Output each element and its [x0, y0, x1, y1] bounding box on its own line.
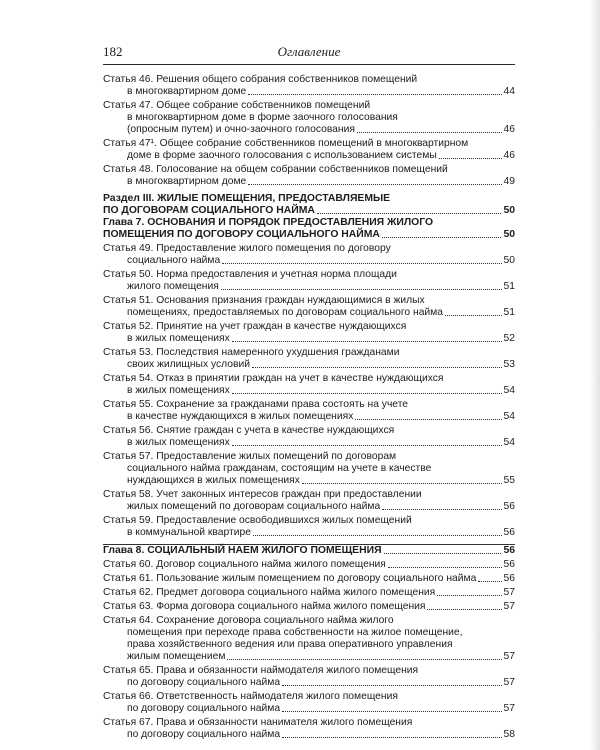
entry-text: жилого помещения: [127, 281, 219, 292]
entry-text: ПОМЕЩЕНИЯ ПО ДОГОВОРУ СОЦИАЛЬНОГО НАЙМА: [103, 229, 380, 240]
entry-text: доме в форме заочного голосования с использованием системы: [127, 150, 437, 161]
toc-article-entry[interactable]: [103, 295, 515, 319]
entry-page-number: 50: [503, 255, 515, 266]
entry-page-number: 54: [503, 411, 515, 422]
entry-text: жилым помещением: [127, 651, 226, 662]
entry-text: Статья 54. Отказ в принятии граждан на учет в качестве нуждающихся: [103, 373, 444, 384]
entry-text: в жилых помещениях: [127, 333, 230, 344]
table-of-contents: [103, 72, 515, 741]
entry-page-number: 44: [503, 86, 515, 97]
entry-page-number: 56: [503, 559, 515, 570]
toc-article-entry[interactable]: [103, 373, 515, 397]
dot-leader: [439, 158, 502, 159]
dot-leader: [222, 263, 501, 264]
entry-page-number: 56: [503, 527, 515, 538]
toc-article-entry[interactable]: [103, 100, 515, 136]
entry-page-number: 49: [503, 176, 515, 187]
entry-text: в качестве нуждающихся в жилых помещениях: [127, 411, 354, 422]
toc-article-entry[interactable]: [103, 717, 515, 741]
entry-page-number: 50: [503, 205, 515, 216]
entry-page-number: 50: [503, 229, 515, 240]
entry-text: Статья 60. Договор социального найма жилого помещения: [103, 559, 386, 570]
entry-text: Статья 48. Голосование на общем собрании собственников помещений: [103, 164, 448, 175]
toc-article-entry[interactable]: [103, 74, 515, 98]
entry-text: Статья 67. Права и обязанности нанимателя жилого помещения: [103, 717, 413, 728]
dot-leader: [445, 315, 502, 316]
dot-leader: [388, 567, 502, 568]
entry-text: Статья 52. Принятие на учет граждан в качестве нуждающихся: [103, 321, 407, 332]
entry-text: Статья 47. Общее собрание собственников помещений: [103, 100, 371, 111]
toc-article-entry[interactable]: [103, 425, 515, 449]
toc-article-entry[interactable]: [103, 691, 515, 715]
entry-text: Глава 7. ОСНОВАНИЯ И ПОРЯДОК ПРЕДОСТАВЛЕНИЯ ЖИЛОГО: [103, 217, 434, 228]
toc-article-entry[interactable]: [103, 601, 515, 613]
toc-article-entry[interactable]: [103, 515, 515, 539]
entry-text: помещениях, предоставляемых по договорам социального найма: [127, 307, 443, 318]
toc-article-entry[interactable]: [103, 559, 515, 571]
toc-chapter-entry[interactable]: [103, 217, 515, 241]
dot-leader: [282, 685, 501, 686]
entry-text: Статья 65. Права и обязанности наймодателя жилого помещения: [103, 665, 419, 676]
entry-text: Статья 49. Предоставление жилого помещения по договору: [103, 243, 391, 254]
toc-article-entry[interactable]: [103, 665, 515, 689]
entry-text: Статья 59. Предоставление освободившихся жилых помещений: [103, 515, 412, 526]
toc-article-entry[interactable]: [103, 573, 515, 585]
entry-page-number: 53: [503, 359, 515, 370]
running-title: Оглавление: [277, 44, 341, 59]
dot-leader: [232, 445, 502, 446]
entry-page-number: 51: [503, 307, 515, 318]
toc-article-entry[interactable]: [103, 243, 515, 267]
toc-article-entry[interactable]: [103, 138, 515, 162]
entry-text: Статья 61. Пользование жилым помещением по договору социального найма: [103, 573, 477, 584]
entry-text: социального найма: [127, 255, 221, 266]
entry-text: жилых помещений по договорам социального найма: [127, 501, 381, 512]
entry-text: Статья 66. Ответственность наймодателя жилого помещения: [103, 691, 398, 702]
dot-leader: [232, 393, 502, 394]
dot-leader: [357, 132, 502, 133]
entry-text: по договору социального найма: [127, 729, 281, 740]
entry-page-number: 57: [503, 651, 515, 662]
entry-page-number: 56: [503, 501, 515, 512]
entry-text: своих жилищных условий: [127, 359, 250, 370]
toc-article-entry[interactable]: [103, 615, 515, 663]
toc-article-entry[interactable]: [103, 347, 515, 371]
toc-section-entry[interactable]: [103, 193, 515, 217]
entry-text: Статья 56. Снятие граждан с учета в качестве нуждающихся: [103, 425, 395, 436]
entry-text: Статья 55. Сохранение за гражданами права состоять на учете: [103, 399, 409, 410]
dot-leader: [282, 711, 501, 712]
dot-leader: [478, 581, 501, 582]
entry-text: Статья 58. Учет законных интересов граждан при предоставлении: [103, 489, 422, 500]
entry-page-number: 54: [503, 385, 515, 396]
dot-leader: [282, 737, 501, 738]
entry-page-number: 51: [503, 281, 515, 292]
entry-text: в многоквартирном доме: [127, 86, 247, 97]
entry-text: Статья 64. Сохранение договора социального найма жилого: [103, 615, 394, 626]
page-edge-shadow: [590, 0, 600, 750]
entry-page-number: 57: [503, 677, 515, 688]
entry-text: Глава 8. СОЦИАЛЬНЫЙ НАЕМ ЖИЛОГО ПОМЕЩЕНИЯ: [103, 545, 382, 556]
entry-page-number: 54: [503, 437, 515, 448]
running-header: [103, 44, 515, 62]
entry-text: Статья 47¹. Общее собрание собственников помещений в многоквартирном: [103, 138, 469, 149]
header-rule: [103, 64, 515, 65]
entry-text: Статья 53. Последствия намеренного ухудшения гражданами: [103, 347, 400, 358]
entry-text: в многоквартирном доме в форме заочного голосования: [127, 112, 398, 123]
toc-chapter-entry[interactable]: [103, 545, 515, 557]
toc-article-entry[interactable]: [103, 164, 515, 188]
entry-text: Статья 51. Основания признания граждан нуждающимися в жилых: [103, 295, 425, 306]
entry-text: Статья 50. Норма предоставления и учетная норма площади: [103, 269, 397, 280]
entry-page-number: 57: [503, 601, 515, 612]
entry-text: помещения при переходе права собственности на жилое помещение,: [127, 627, 463, 638]
entry-text: по договору социального найма: [127, 677, 281, 688]
toc-article-entry[interactable]: [103, 489, 515, 513]
entry-page-number: 46: [503, 124, 515, 135]
dot-leader: [248, 184, 501, 185]
entry-text: Статья 62. Предмет договора социального найма жилого помещения: [103, 587, 436, 598]
entry-text: нуждающихся в жилых помещениях: [127, 475, 300, 486]
entry-text: в многоквартирном доме: [127, 176, 247, 187]
dot-leader: [221, 289, 502, 290]
entry-page-number: 46: [503, 150, 515, 161]
entry-text: Статья 63. Форма договора социального найма жилого помещения: [103, 601, 426, 612]
toc-article-entry[interactable]: [103, 399, 515, 423]
dot-leader: [232, 341, 502, 342]
entry-text: по договору социального найма: [127, 703, 281, 714]
entry-text: ПО ДОГОВОРАМ СОЦИАЛЬНОГО НАЙМА: [103, 205, 315, 216]
dot-leader: [355, 419, 501, 420]
entry-page-number: 56: [503, 573, 515, 584]
entry-page-number: 52: [503, 333, 515, 344]
entry-text: Раздел III. ЖИЛЫЕ ПОМЕЩЕНИЯ, ПРЕДОСТАВЛЯЕМЫЕ: [103, 193, 391, 204]
dot-leader: [302, 483, 502, 484]
dot-leader: [253, 535, 502, 536]
dot-leader: [227, 659, 501, 660]
toc-article-entry[interactable]: [103, 321, 515, 345]
page-number: 182: [103, 44, 123, 59]
entry-text: в коммунальной квартире: [127, 527, 251, 538]
entry-page-number: 56: [503, 545, 515, 556]
toc-article-entry[interactable]: [103, 451, 515, 487]
entry-page-number: 55: [503, 475, 515, 486]
entry-page-number: 58: [503, 729, 515, 740]
entry-page-number: 57: [503, 587, 515, 598]
entry-text: Статья 46. Решения общего собрания собственников помещений: [103, 74, 418, 85]
entry-text: Статья 57. Предоставление жилых помещений по договорам: [103, 451, 397, 462]
dot-leader: [252, 367, 502, 368]
dot-leader: [248, 94, 501, 95]
entry-text: в жилых помещениях: [127, 437, 230, 448]
toc-article-entry[interactable]: [103, 269, 515, 293]
entry-text: (опросным путем) и очно-заочного голосования: [127, 124, 355, 135]
entry-text: в жилых помещениях: [127, 385, 230, 396]
dot-leader: [382, 237, 502, 238]
toc-article-entry[interactable]: [103, 587, 515, 599]
entry-text: права хозяйственного ведения или права оперативного управления: [127, 639, 453, 650]
entry-page-number: 57: [503, 703, 515, 714]
entry-text: социального найма гражданам, состоящим на учете в качестве: [127, 463, 432, 474]
dot-leader: [317, 213, 502, 214]
dot-leader: [382, 509, 501, 510]
dot-leader: [427, 609, 501, 610]
dot-leader: [384, 553, 502, 554]
dot-leader: [437, 595, 501, 596]
